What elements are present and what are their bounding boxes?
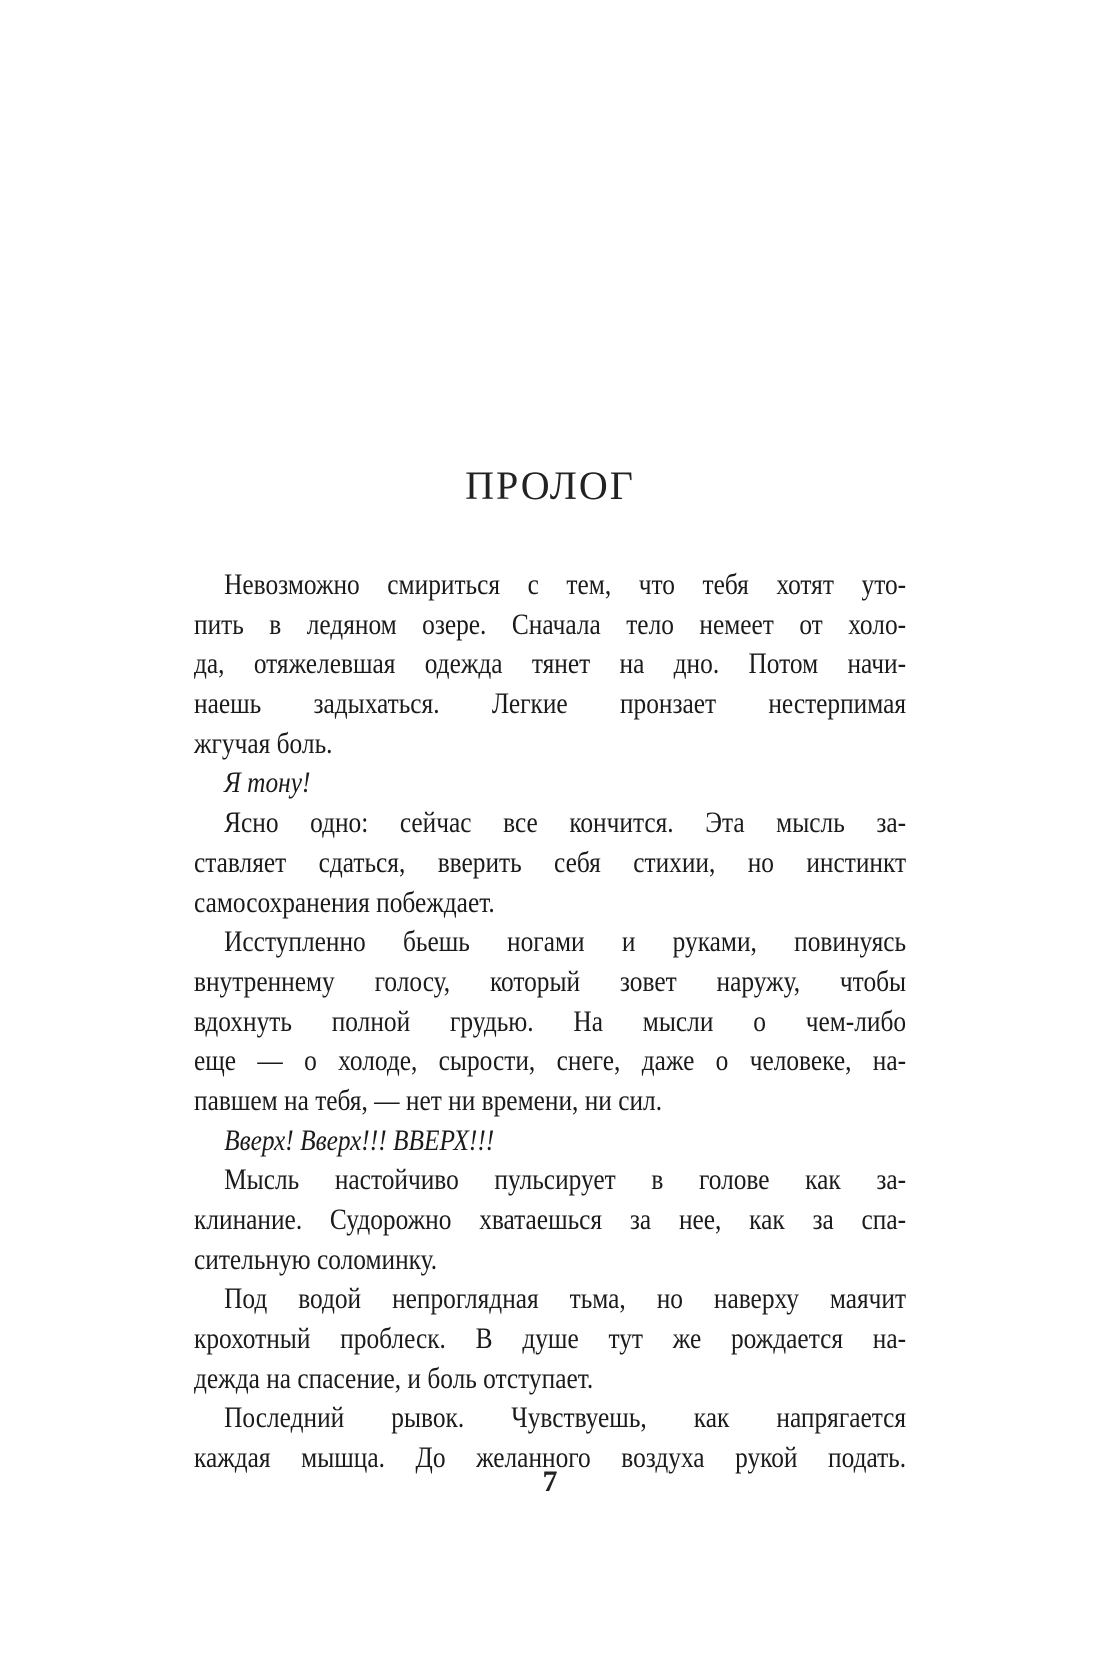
text-line: Последний рывок. Чувствуешь, как напрягается: [224, 1402, 907, 1435]
text-line: пить в ледяном озере. Сначала тело немеет от холо-: [194, 608, 907, 641]
text-line: наешь задыхаться. Легкие пронзает нестерпимая: [194, 688, 907, 721]
text-line: Ясно одно: сейчас все кончится. Эта мысль за-: [224, 807, 907, 840]
text-line: жгучая боль.: [194, 727, 333, 760]
body-text: [194, 566, 906, 1479]
text-line: дежда на спасение, и боль отступает.: [194, 1362, 594, 1395]
text-line: сительную соломинку.: [194, 1243, 438, 1276]
text-line: да, отяжелевшая одежда тянет на дно. Потом начи-: [194, 648, 907, 681]
text-line: Невозможно смириться с тем, что тебя хотят уто-: [224, 569, 907, 601]
text-line: самосохранения побеждает.: [194, 886, 495, 919]
text-line: Я тону!: [224, 767, 311, 800]
text-line: вдохнуть полной грудью. На мысли о чем-либо: [194, 1005, 907, 1038]
chapter-title: ПРОЛОГ: [465, 463, 635, 508]
page-number: 7: [542, 1465, 558, 1498]
text-line: крохотный проблеск. В душе тут же рождается на-: [194, 1323, 907, 1356]
text-line: клинание. Судорожно хватаешься за нее, как за спа-: [194, 1204, 907, 1236]
text-line: еще — о холоде, сырости, снеге, даже о человеке, на-: [194, 1045, 907, 1078]
text-line: Исступленно бьешь ногами и руками, повинуясь: [224, 926, 907, 959]
text-line: Под водой непроглядная тьма, но наверху маячит: [224, 1283, 907, 1316]
text-line: каждая мышца. До желанного воздуха рукой подать.: [194, 1442, 907, 1475]
text-line: Мысль настойчиво пульсирует в голове как за-: [224, 1164, 907, 1197]
text-line: внутреннему голосу, который зовет наружу, чтобы: [194, 965, 907, 998]
text-line: павшем на тебя, — нет ни времени, ни сил.: [194, 1084, 663, 1117]
text-line: Вверх! Вверх!!! ВВЕРХ!!!: [224, 1124, 495, 1157]
text-line: ставляет сдаться, вверить себя стихии, но инстинкт: [194, 846, 907, 879]
